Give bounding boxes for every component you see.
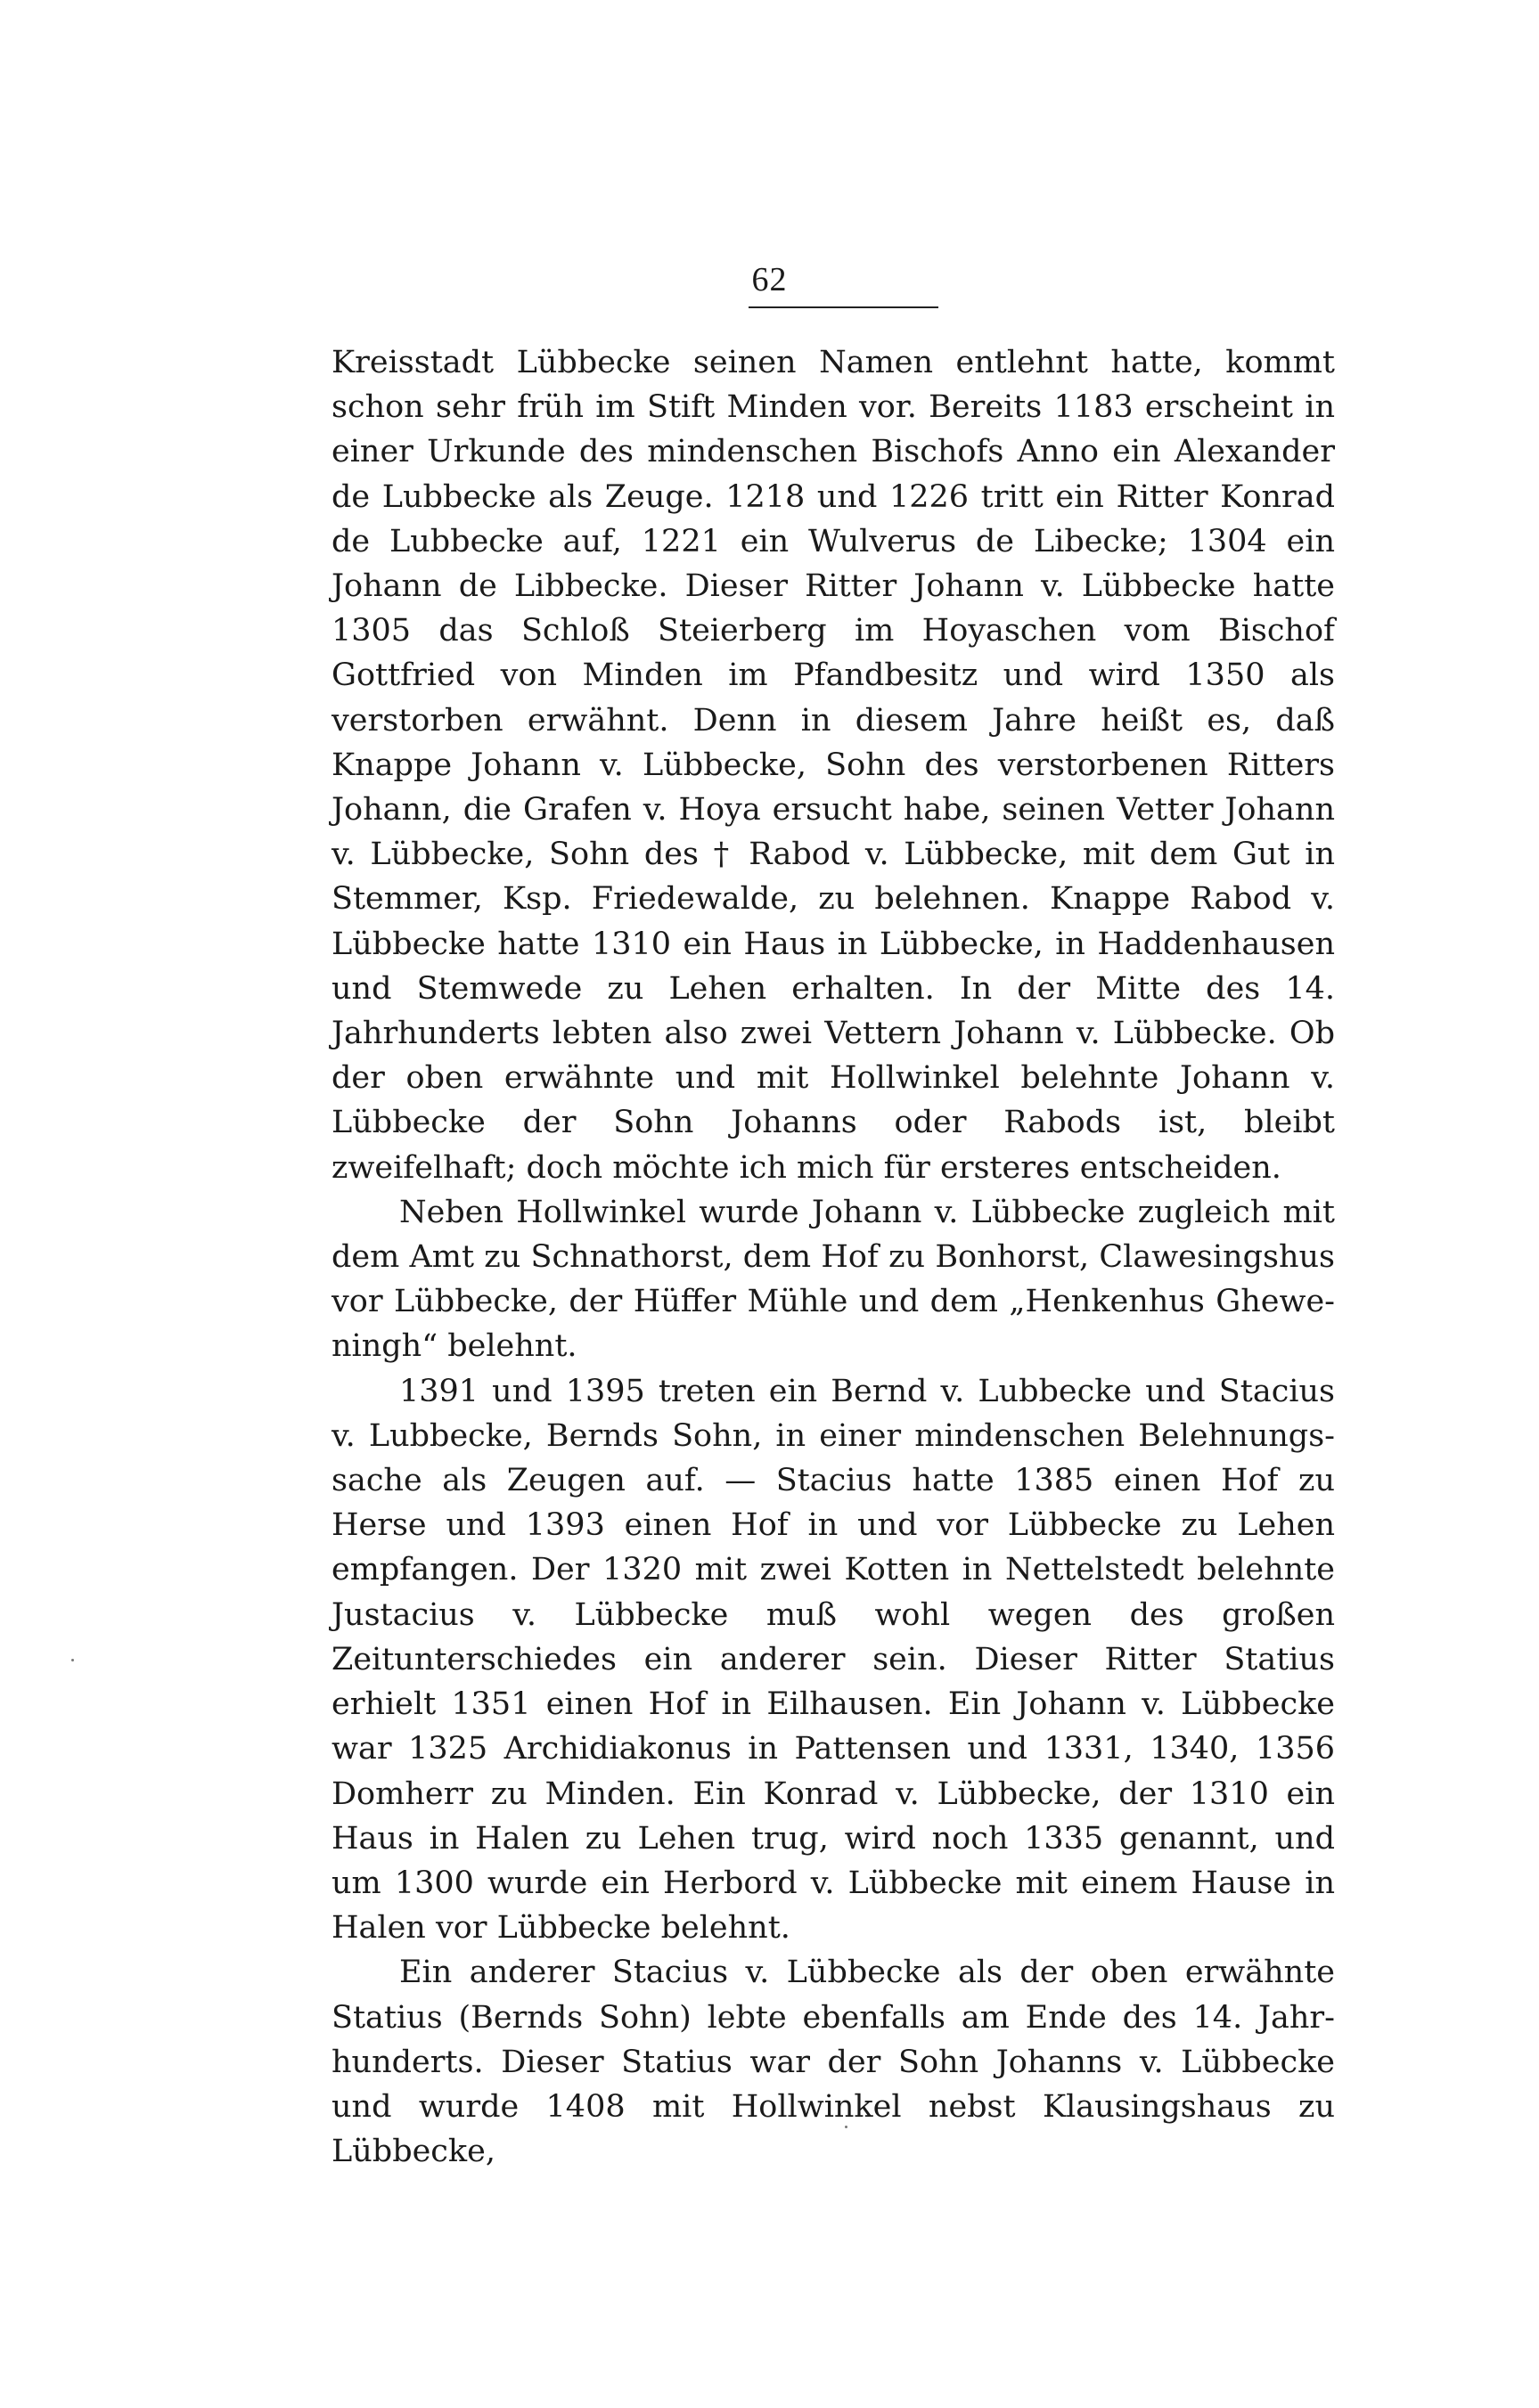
header-rule bbox=[749, 306, 938, 308]
page-number: 62 bbox=[751, 261, 788, 298]
paragraph-2: Neben Hollwinkel wurde Johann v. Lübbecke zugleich mit dem Amt zu Schnathorst, dem Hof zu Bonhorst, Clawesingshus vor Lübbecke, der Hüffer Mühle und dem „Henkenhus Gheweningh“ belehnt. bbox=[332, 1194, 1335, 1365]
paragraph-1: Kreisstadt Lübbecke seinen Namen entlehnt hatte, kommt schon sehr früh im Stift Minden vor. Bereits 1183 erscheint in einer Urkunde des mindenschen Bischofs Anno ein Alexander de Lubbecke als Zeuge. 1218 und 1226 tritt ein Ritter Konrad de Lubbecke auf, 1221 ein Wulverus de Libecke; 1304 ein Johann de Libbecke. Dieser Ritter Johann v. Lübbecke hatte 1305 das Schloß Steierberg im Hoyaschen vom Bischof Gottfried von Minden im Pfandbesitz und wird 1350 als verstorben erwähnt. Denn in diesem Jahre heißt es, daß Knappe Johann v. Lübbecke, Sohn des verstorbenen Ritters Johann, die Grafen v. Hoya ersucht habe, seinen Vetter Johann v. Lübbecke, Sohn des † Rabod v. Lübbecke, mit dem Gut in Stemmer, Ksp. Friedewalde, zu belehnen. Knappe Rabod v. Lübbecke hatte 1310 ein Haus in Lübbecke, in Haddenhausen und Stemwede zu Lehen erhalten. In der Mitte des 14. Jahrhunderts lebten also zwei Vettern Johann v. Lübbecke. Ob der oben erwähnte und mit Hollwinkel belehnte Johann v. Lübbecke der Sohn Johanns oder Rabods ist, bleibt zweifelhaft; doch möchte ich mich für ersteres entscheiden. bbox=[332, 345, 1335, 1186]
paper-speck bbox=[71, 1659, 74, 1661]
page-header bbox=[0, 260, 1539, 299]
paragraph-4: Ein anderer Stacius v. Lübbecke als der oben erwähnte Statius (Bernds Sohn) lebte ebenfalls am Ende des 14. Jahrhunderts. Dieser Statius war der Sohn Johanns v. Lübbecke und wurde 1408 mit Hollwinkel nebst Klausingshaus zu Lübbecke, bbox=[332, 1955, 1335, 2170]
paper-speck bbox=[845, 2126, 847, 2128]
body-text bbox=[332, 340, 1335, 2174]
paragraph-3: 1391 und 1395 treten ein Bernd v. Lubbecke und Stacius v. Lubbecke, Bernds Sohn, in einer mindenschen Belehnungssache als Zeugen auf. — Stacius hatte 1385 einen Hof zu Herse und 1393 einen Hof in und vor Lübbecke zu Lehen empfangen. Der 1320 mit zwei Kotten in Nettelstedt belehnte Justacius v. Lübbecke muß wohl wegen des großen Zeitunterschiedes ein anderer sein. Dieser Ritter Statius erhielt 1351 einen Hof in Eilhausen. Ein Johann v. Lübbecke war 1325 Archidiakonus in Pattensen und 1331, 1340, 1356 Domherr zu Minden. Ein Konrad v. Lübbecke, der 1310 ein Haus in Halen zu Lehen trug, wird noch 1335 genannt, und um 1300 wurde ein Herbord v. Lübbecke mit einem Hause in Halen vor Lübbecke belehnt. bbox=[332, 1373, 1335, 1947]
